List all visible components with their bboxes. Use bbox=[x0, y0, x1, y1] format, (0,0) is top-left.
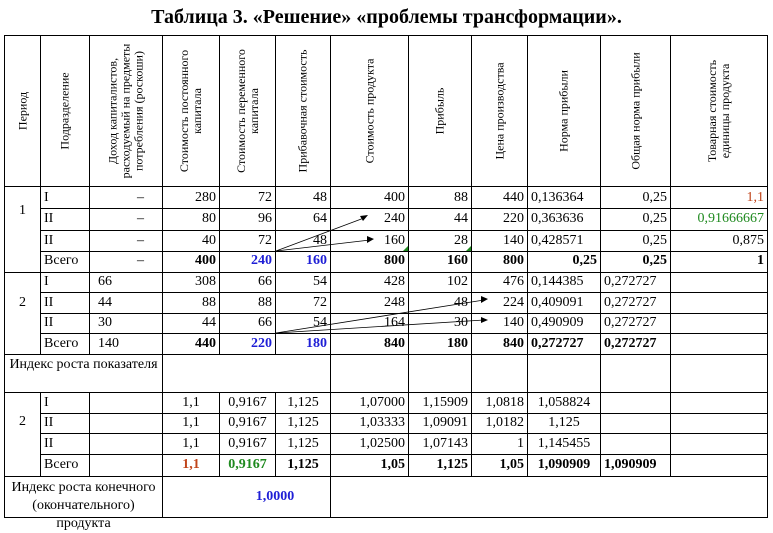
period1-row-2-pr: 0,363636 bbox=[531, 211, 584, 226]
period2-row-3-pr: 0,490909 bbox=[531, 315, 584, 330]
growth-row-2-v: 0,9167 bbox=[228, 415, 267, 430]
period2-row-3-pp: 140 bbox=[503, 315, 524, 330]
period1-row-2-v: 96 bbox=[258, 211, 272, 226]
period2-row-1-div: I bbox=[44, 274, 49, 289]
period1-row-1-pr: 0,136364 bbox=[531, 190, 584, 205]
period1-row-3-pp: 140 bbox=[503, 233, 524, 248]
period2-row-1-p: 102 bbox=[447, 274, 468, 289]
period1-row-1-m: 48 bbox=[313, 190, 327, 205]
period-1-label: 1 bbox=[19, 203, 26, 218]
period1-row-1-cv: 1,1 bbox=[746, 190, 764, 205]
growth-row-2-p: 1,09091 bbox=[422, 415, 468, 430]
table-title: Таблица 3. «Решение» «проблемы трансформации». bbox=[151, 6, 622, 28]
period2-row-2-v: 88 bbox=[258, 295, 272, 310]
period1-row-1-div: I bbox=[44, 190, 49, 205]
period1-row-1-p: 88 bbox=[454, 190, 468, 205]
growth-row-1-m: 1,125 bbox=[287, 395, 319, 410]
growth-index-label: Индекс роста показателя bbox=[9, 357, 158, 372]
final-index-value: 1,0000 bbox=[255, 489, 295, 504]
growth-row-3-m: 1,125 bbox=[287, 436, 319, 451]
period1-row-2-m: 64 bbox=[313, 211, 327, 226]
period2-total-pr: 0,272727 bbox=[531, 336, 584, 351]
period1-total-cv: 1 bbox=[757, 253, 764, 268]
period1-row-3-gpr: 0,25 bbox=[642, 233, 667, 248]
period1-row-1-w: 400 bbox=[384, 190, 405, 205]
period1-row-2-p: 44 bbox=[454, 211, 468, 226]
growth-row-1-v: 0,9167 bbox=[228, 395, 267, 410]
period1-total-w: 800 bbox=[384, 253, 405, 268]
period1-total-pp: 800 bbox=[503, 253, 524, 268]
period1-row-2-gpr: 0,25 bbox=[642, 211, 667, 226]
period2-row-2-gpr: 0,272727 bbox=[604, 295, 657, 310]
growth-total-gpr: 1,090909 bbox=[604, 457, 657, 472]
header-general-profit-rate: Общая норма прибыли bbox=[628, 52, 642, 170]
period2-row-1-w: 428 bbox=[384, 274, 405, 289]
growth-total-pr: 1,090909 bbox=[537, 457, 591, 472]
growth-row-1-pp: 1,0818 bbox=[485, 395, 524, 410]
period2-row-1-inc: 66 bbox=[98, 274, 112, 289]
period2-row-2-inc: 44 bbox=[98, 295, 112, 310]
period2-row-2-pr: 0,409091 bbox=[531, 295, 584, 310]
header-profit-rate: Норма прибыли bbox=[556, 70, 571, 152]
growth-row-1-div: I bbox=[44, 395, 49, 410]
period1-row-3-c: 40 bbox=[202, 233, 216, 248]
period1-row-3-inc: – bbox=[137, 233, 144, 248]
period2-total-c: 440 bbox=[195, 336, 216, 351]
period1-row-1-c: 280 bbox=[195, 190, 216, 205]
growth-row-3-v: 0,9167 bbox=[228, 436, 267, 451]
period2-row-1-pr: 0,144385 bbox=[531, 274, 584, 289]
period2-row-1-pp: 476 bbox=[503, 274, 524, 289]
growth-row-2-c: 1,1 bbox=[182, 415, 200, 430]
growth-period-label: 2 bbox=[19, 414, 26, 429]
period1-total-gpr: 0,25 bbox=[642, 253, 667, 268]
growth-row-2-w: 1,03333 bbox=[359, 415, 405, 430]
growth-row-3-pr: 1,145455 bbox=[537, 436, 591, 451]
header-capitalist-income: Доход капиталистов, расходуемый на предметы потребления (роскоши) bbox=[105, 43, 146, 179]
period1-row-2-div: II bbox=[44, 211, 54, 226]
growth-row-1-p: 1,15909 bbox=[422, 395, 468, 410]
period1-row-2-c: 80 bbox=[202, 211, 216, 226]
header-product-value: Стоимость продукта bbox=[362, 58, 376, 164]
period1-row-3-m: 48 bbox=[313, 233, 327, 248]
period2-total-div: Всего bbox=[44, 336, 79, 351]
period2-row-1-v: 66 bbox=[258, 274, 272, 289]
period2-total-p: 180 bbox=[447, 336, 468, 351]
growth-total-p: 1,125 bbox=[436, 457, 468, 472]
growth-row-1-w: 1,07000 bbox=[359, 395, 405, 410]
period1-row-3-pr: 0,428571 bbox=[531, 233, 584, 248]
period1-total-v: 240 bbox=[251, 253, 272, 268]
period2-total-w: 840 bbox=[384, 336, 405, 351]
header-surplus-value: Прибавочная стоимость bbox=[295, 49, 310, 173]
period1-row-3-div: II bbox=[44, 233, 54, 248]
period2-row-2-p: 48 bbox=[454, 295, 468, 310]
period2-total-pp: 840 bbox=[503, 336, 524, 351]
period2-row-2-m: 72 bbox=[313, 295, 327, 310]
period1-row-3-p: 28 bbox=[454, 233, 468, 248]
period1-total-pr: 0,25 bbox=[572, 253, 597, 268]
growth-row-3-c: 1,1 bbox=[182, 436, 200, 451]
header-commodity-value: Товарная стоимость единицы продукта bbox=[705, 59, 732, 163]
period1-row-2-cv: 0,91666667 bbox=[697, 211, 764, 226]
period1-row-1-v: 72 bbox=[258, 190, 272, 205]
period2-row-3-div: II bbox=[44, 315, 54, 330]
header-profit: Прибыль bbox=[432, 87, 447, 135]
final-index-label: Индекс роста конечного (окончательного) продукта bbox=[11, 480, 156, 531]
period1-row-3-v: 72 bbox=[258, 233, 272, 248]
period1-row-1-inc: – bbox=[137, 190, 144, 205]
growth-total-pp: 1,05 bbox=[499, 457, 524, 472]
period2-row-3-w: 164 bbox=[384, 315, 405, 330]
period2-row-3-m: 54 bbox=[313, 315, 327, 330]
header-production-price: Цена производства bbox=[492, 62, 506, 160]
growth-row-3-div: II bbox=[44, 436, 54, 451]
period1-row-2-pp: 220 bbox=[503, 211, 524, 226]
period2-total-gpr: 0,272727 bbox=[604, 336, 657, 351]
period2-row-3-inc: 30 bbox=[98, 315, 112, 330]
period-2-label: 2 bbox=[19, 295, 26, 310]
period1-row-1-pp: 440 bbox=[503, 190, 524, 205]
period2-row-3-gpr: 0,272727 bbox=[604, 315, 657, 330]
header-division: Подразделение bbox=[57, 72, 72, 150]
period1-row-2-w: 240 bbox=[384, 211, 405, 226]
period1-total-c: 400 bbox=[195, 253, 216, 268]
growth-total-w: 1,05 bbox=[380, 457, 405, 472]
period2-row-1-c: 308 bbox=[195, 274, 216, 289]
period2-row-3-p: 30 bbox=[454, 315, 468, 330]
period2-row-2-div: II bbox=[44, 295, 54, 310]
growth-total-v: 0,9167 bbox=[228, 457, 267, 472]
growth-row-2-m: 1,125 bbox=[287, 415, 319, 430]
period1-row-1-gpr: 0,25 bbox=[642, 190, 667, 205]
growth-row-1-pr: 1,058824 bbox=[537, 395, 591, 410]
header-constant-capital: Стоимость постоянного капитала bbox=[177, 49, 204, 173]
growth-row-2-pp: 1,0182 bbox=[485, 415, 524, 430]
growth-row-1-c: 1,1 bbox=[182, 395, 200, 410]
period2-total-m: 180 bbox=[306, 336, 327, 351]
period2-row-1-m: 54 bbox=[313, 274, 327, 289]
growth-row-3-p: 1,07143 bbox=[422, 436, 468, 451]
period2-total-inc: 140 bbox=[98, 336, 119, 351]
period2-row-2-w: 248 bbox=[384, 295, 405, 310]
growth-row-2-div: II bbox=[44, 415, 54, 430]
period2-row-2-c: 88 bbox=[202, 295, 216, 310]
period2-row-3-v: 66 bbox=[258, 315, 272, 330]
growth-total-m: 1,125 bbox=[287, 457, 319, 472]
growth-row-3-w: 1,02500 bbox=[359, 436, 405, 451]
growth-row-3-pp: 1 bbox=[517, 436, 524, 451]
header-variable-capital: Стоимость переменного капитала bbox=[233, 49, 261, 173]
period1-total-m: 160 bbox=[306, 253, 327, 268]
growth-row-2-pr: 1,125 bbox=[548, 415, 580, 430]
period1-row-2-inc: – bbox=[137, 211, 144, 226]
period1-row-3-w: 160 bbox=[384, 233, 405, 248]
header-period: Период bbox=[15, 91, 29, 131]
period1-total-inc: – bbox=[137, 253, 144, 268]
period2-total-v: 220 bbox=[251, 336, 272, 351]
growth-total-c: 1,1 bbox=[182, 457, 200, 472]
growth-total-div: Всего bbox=[44, 457, 79, 472]
period1-row-3-cv: 0,875 bbox=[732, 233, 764, 248]
period2-row-3-c: 44 bbox=[202, 315, 216, 330]
period2-row-1-gpr: 0,272727 bbox=[604, 274, 657, 289]
period2-row-2-pp: 224 bbox=[503, 295, 524, 310]
period1-total-div: Всего bbox=[44, 253, 79, 268]
period1-total-p: 160 bbox=[447, 253, 468, 268]
